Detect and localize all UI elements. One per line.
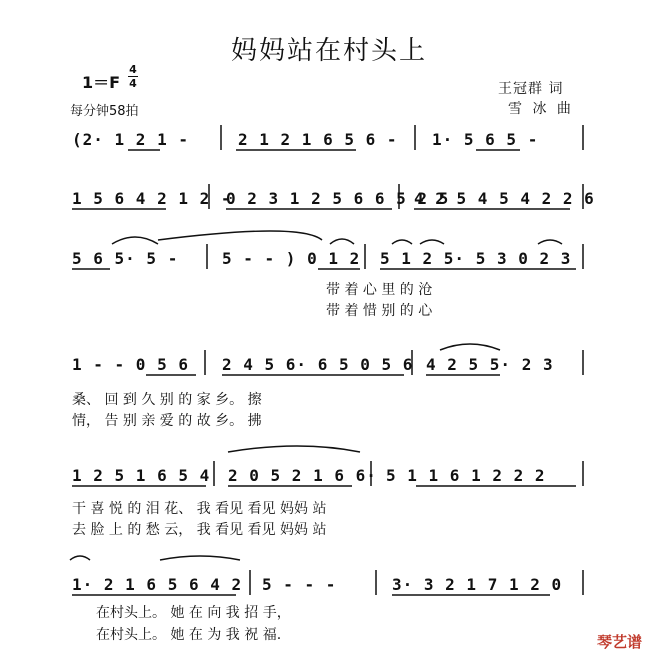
row3-lyrics-verse2: 带 着 惜 别 的 心	[326, 303, 433, 319]
row1-measure2: 2 1 2 1 6 5 6 -	[238, 130, 398, 149]
row6-measure3: 3· 3 2 1 7 1 2 0	[392, 575, 563, 594]
song-title: 妈妈站在村头上	[230, 36, 427, 66]
composer-credit: 雪 冰 曲	[508, 101, 574, 117]
row5-measure3: 5 1 1 6 1 2 2 2	[386, 466, 546, 485]
row4-lyrics-verse2: 情， 告 别 亲 爱 的 故 乡。 拂	[72, 413, 262, 429]
time-signature-bottom: 4	[129, 77, 137, 90]
row2-measure1: 1 5 6 4 2 1 2 -	[72, 189, 232, 208]
row5-lyrics-verse2: 去 脸 上 的 愁 云， 我 看见 看见 妈妈 站	[72, 522, 327, 538]
row2-measure3: 4 2 5 4 5 4 2 2 6	[414, 189, 595, 208]
row5-lyrics-verse1: 干 喜 悦 的 泪 花、 我 看见 看见 妈妈 站	[72, 501, 327, 517]
row6-lyrics-verse2: 在村头上。 她 在 为 我 祝 福.	[96, 627, 282, 643]
row1-measure1: (2· 1 2 1 -	[72, 130, 189, 149]
row2-measure2: 0 2 3 1 2 5 6 6 5 2 5	[226, 189, 450, 208]
time-signature-top: 4	[129, 63, 137, 76]
row6-measure2: 5 - - -	[262, 575, 337, 594]
row4-measure1: 1 - - 0 5 6	[72, 355, 189, 374]
row5-measure2: 2 0 5 2 1 6 6·	[228, 466, 377, 485]
row5-measure1: 1 2 5 1 6 5 4	[72, 466, 211, 485]
lyricist-credit: 王冠群 词	[498, 81, 564, 97]
row4-lyrics-verse1: 桑、 回 到 久 别 的 家 乡。 擦	[72, 392, 262, 408]
row3-measure3: 5 1 2 5· 5 3 0 2 3	[380, 249, 572, 268]
row3-measure2: 5 - - ) 0 1 2	[222, 249, 361, 268]
row3-lyrics-verse1: 带 着 心 里 的 沧	[326, 282, 433, 298]
row3-measure1: 5 6 5· 5 -	[72, 249, 179, 268]
row6-measure1: 1· 2 1 6 5 6 4 2	[72, 575, 243, 594]
watermark-logo: 琴艺谱	[596, 633, 642, 651]
row6-lyrics-verse1: 在村头上。 她 在 向 我 招 手，	[96, 605, 291, 621]
tempo-marking: 每分钟58拍	[70, 104, 139, 119]
key-signature: 1＝F	[82, 73, 121, 92]
row1-measure3: 1· 5 6 5 -	[432, 130, 539, 149]
row4-measure3: 4 2 5 5· 2 3	[426, 355, 554, 374]
row4-measure2: 2 4 5 6· 6 5 0 5 6	[222, 355, 414, 374]
